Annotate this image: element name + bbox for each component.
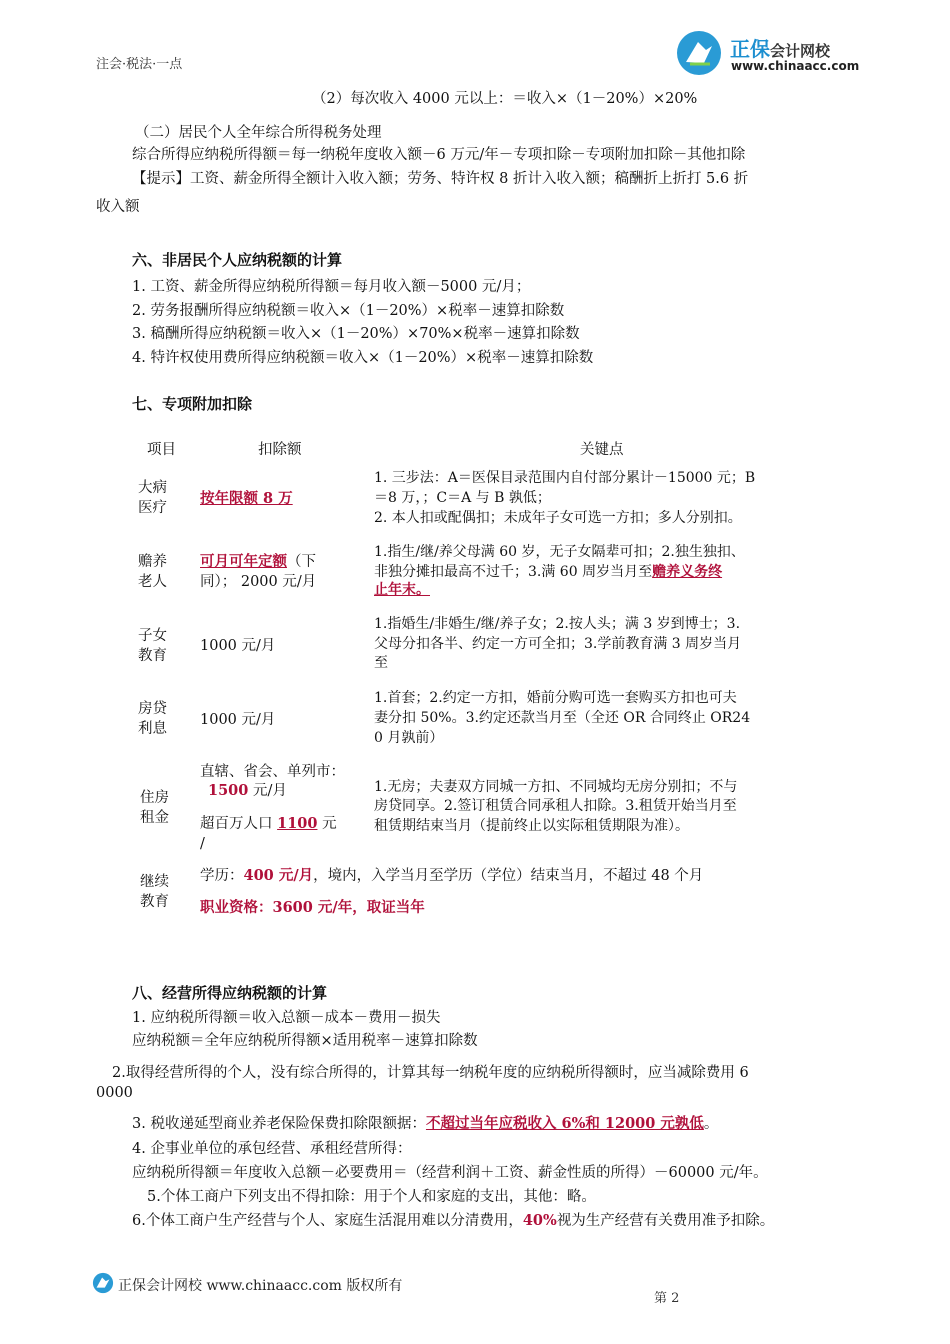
s8-line-7: 5.个体工商户下列支出不得扣除：用于个人和家庭的支出，其他：略。 xyxy=(147,1189,596,1205)
row-key-elderly-1: 1.指生/继/养父母满 60 岁，无子女隔辈可扣；2.独生独扣、 xyxy=(374,544,745,560)
section-7-title: 七、专项附加扣除 xyxy=(132,395,253,413)
row-key-mortgage-1: 1.首套；2.约定一方扣，婚前分购可选一套购买方扣也可夫 xyxy=(374,690,737,706)
row-item-rent: 住房租金 xyxy=(140,790,169,826)
table-header: 项目 扣除额 关键点 xyxy=(147,442,624,458)
row-key-illness-2: ＝8 万，；C＝A 与 B 孰低； xyxy=(374,490,551,506)
row-amount-elderly-2: 同）； 2000 元/月 xyxy=(200,574,317,590)
row-key-illness-3: 2. 本人扣或配偶扣；未成年子女可选一方扣；多人分别扣。 xyxy=(374,510,742,526)
brand-url: www.chinaacc.com xyxy=(731,59,860,73)
row-amount-rent-3: 超百万人口 1100 元 xyxy=(200,815,337,832)
s8-line-8: 6.个体工商户生产经营与个人、家庭生活混用难以分清费用，40%视为生产经营有关费用准予扣除。 xyxy=(132,1212,775,1229)
top-line-3: 综合所得应纳税所得额＝每一纳税年度收入额－6 万元/年－专项扣除－专项附加扣除－其他扣除 xyxy=(132,147,746,163)
row-key-rent-1: 1.无房；夫妻双方同城一方扣、不同城均无房分别扣；不与 xyxy=(374,779,738,795)
row-key-illness-1: 1. 三步法：A＝医保目录范围内自付部分累计－15000 元；B xyxy=(374,470,756,486)
row-amount-mortgage: 1000 元/月 xyxy=(200,712,276,728)
footer-copyright: 正保会计网校 www.chinaacc.com 版权所有 xyxy=(118,1278,403,1294)
row-key-mortgage-3: 0 月孰前） xyxy=(374,730,444,746)
brand-logo-icon xyxy=(676,30,722,76)
header-fragment: 注会·税法·一点 xyxy=(96,57,183,72)
row-item-elderly: 赡养老人 xyxy=(138,554,167,590)
row-amount-rent-4: / xyxy=(200,836,205,852)
row-key-elderly-3: 止年末。 xyxy=(374,582,430,598)
s6-item-2: 2. 劳务报酬所得应纳税额＝收入×（1－20%）×税率－速算扣除数 xyxy=(132,303,565,319)
row-amount-children: 1000 元/月 xyxy=(200,638,276,654)
row-key-mortgage-2: 妻分扣 50%。3.约定还款当月至（全还 OR 合同终止 OR24 xyxy=(374,710,751,726)
row-amount-elderly: 可月可年定额（下 xyxy=(200,553,316,570)
brand-name: 正保会计网校 xyxy=(730,37,831,61)
section-6-title: 六、非居民个人应纳税额的计算 xyxy=(132,251,343,269)
s8-line-6: 应纳税所得额＝年度收入总额－必要费用＝（经营利润＋工资、薪金性质的所得）－60000 元/年。 xyxy=(132,1165,768,1181)
top-line-4: 【提示】工资、薪金所得全额计入收入额；劳务、特许权 8 折计入收入额；稿酬折上折打 5.6 折 xyxy=(132,171,749,187)
row-key-rent-2: 房贷同享。2.签订租赁合同承租人扣除。3.租赁开始当月至 xyxy=(374,798,737,814)
s8-line-2: 应纳税额＝全年应纳税所得额×适用税率－速算扣除数 xyxy=(132,1033,478,1049)
row-amount-education-1: 学历：400 元/月，境内，入学当月至学历（学位）结束当月，不超过 48 个月 xyxy=(200,867,704,884)
page-number: 第 2 xyxy=(654,1291,680,1306)
s8-line-1: 1. 应纳税所得额＝收入总额－成本－费用－损失 xyxy=(132,1010,441,1026)
row-amount-education-2: 职业资格：3600 元/年，取证当年 xyxy=(200,899,425,916)
row-key-children-3: 至 xyxy=(374,655,388,671)
section-8-title: 八、经营所得应纳税额的计算 xyxy=(132,984,328,1002)
top-line-1: （2）每次收入 4000 元以上：＝收入×（1－20%）×20% xyxy=(312,91,698,107)
row-amount-illness: 按年限额 8 万 xyxy=(200,490,293,507)
row-key-children-1: 1.指婚生/非婚生/继/养子女；2.按人头；满 3 岁到博士；3. xyxy=(374,616,741,632)
row-amount-rent-1: 直辖、省会、单列市： xyxy=(200,764,345,780)
top-heading-2: （二）居民个人全年综合所得税务处理 xyxy=(135,125,382,141)
s8-line-3: 2.取得经营所得的个人，没有综合所得的，计算其每一纳税年度的应纳税所得额时，应当减除费用 6 xyxy=(112,1065,749,1081)
row-item-children: 子女教育 xyxy=(138,628,167,664)
row-key-rent-3: 租赁期结束当月（提前终止以实际租赁期限为准）。 xyxy=(374,818,689,834)
row-item-illness: 大病医疗 xyxy=(138,480,167,516)
s8-line-3b: 0000 xyxy=(96,1085,133,1101)
s8-line-4: 3. 税收递延型商业养老保险保费扣除限额据：不超过当年应税收入 6%和 12000 元孰低。 xyxy=(132,1115,719,1132)
row-key-elderly-2: 非独分摊扣最高不过千；3.满 60 周岁当月至赡养义务终 xyxy=(374,564,723,580)
s6-item-4: 4. 特许权使用费所得应纳税额＝收入×（1－20%）×税率－速算扣除数 xyxy=(132,350,594,366)
s8-line-5: 4. 企事业单位的承包经营、承租经营所得： xyxy=(132,1141,412,1157)
row-key-children-2: 父母分扣各半、约定一方可全扣；3.学前教育满 3 周岁当月 xyxy=(374,636,742,652)
row-item-education: 继续教育 xyxy=(140,874,169,910)
top-line-5: 收入额 xyxy=(96,199,140,215)
s6-item-3: 3. 稿酬所得应纳税额＝收入×（1－20%）×70%×税率－速算扣除数 xyxy=(132,326,580,342)
row-amount-rent-2: 1500 元/月 xyxy=(208,782,287,799)
footer-logo-icon xyxy=(92,1272,114,1294)
row-item-mortgage: 房贷利息 xyxy=(138,701,167,737)
s6-item-1: 1. 工资、薪金所得应纳税所得额＝每月收入额－5000 元/月； xyxy=(132,279,531,295)
